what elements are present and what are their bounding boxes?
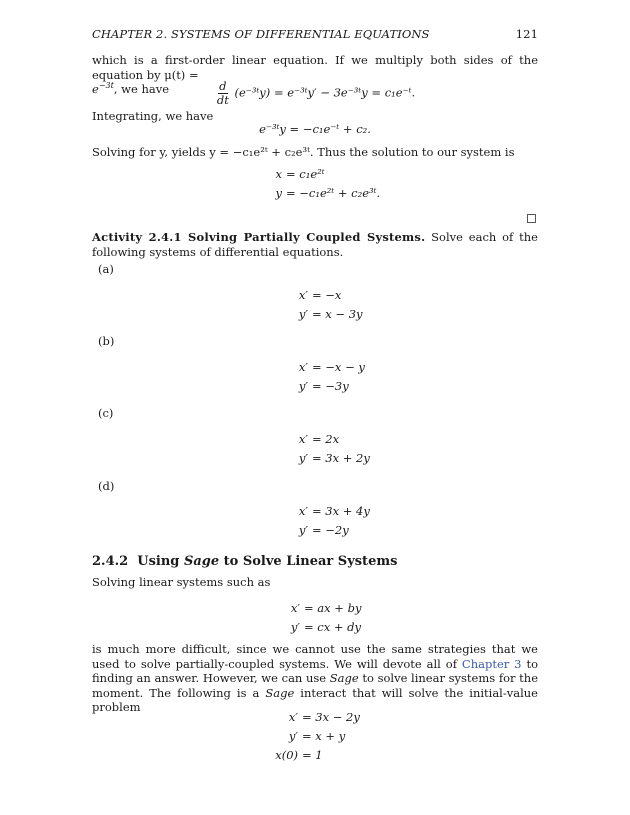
ivp-lhs-2: y′ xyxy=(288,728,298,743)
para-text-4: interact that will solve the initial-value problem xyxy=(92,685,538,714)
part-c-rhs-1: = 2x xyxy=(312,431,340,446)
part-c-label: (c) xyxy=(98,406,114,420)
part-a-rhs-1: = −x xyxy=(312,287,342,302)
activity-text: Solve each of the following systems of differential equations. xyxy=(92,230,538,259)
section-title-sage: Sage xyxy=(183,554,220,569)
initial-value-problem xyxy=(266,707,360,764)
activity-block xyxy=(92,230,538,259)
solution-lhs-x: x xyxy=(275,166,282,181)
general-linear-system xyxy=(278,598,361,636)
para-sage-1: Sage xyxy=(329,671,359,685)
solution-system xyxy=(260,164,380,202)
ivp-lhs-3: x(0) xyxy=(275,747,298,762)
activity-label: Activity 2.4.1 Solving Partially Coupled Systems. xyxy=(92,230,426,244)
ivp-lhs-1: x′ xyxy=(288,709,298,724)
para-text-1: is much more difficult, since we cannot use the same strategies that we used to solve partially-coupled systems. We will devote all of xyxy=(92,642,538,671)
running-header xyxy=(92,27,538,41)
section-title-pre: Using xyxy=(137,554,184,569)
intro-line-2-tail: , we have xyxy=(113,82,170,96)
part-d-label: (d) xyxy=(98,479,115,493)
part-b-system xyxy=(286,357,365,395)
ivp-rhs-1: = 3x − 2y xyxy=(302,709,360,724)
para-sage-2: Sage xyxy=(265,685,295,700)
general-lhs-2: y′ xyxy=(290,619,300,634)
part-a-lhs-2: y′ xyxy=(298,306,308,321)
frac-denominator: dt xyxy=(216,93,229,107)
part-b-label: (b) xyxy=(98,334,115,348)
part-b-rhs-2: = −3y xyxy=(312,378,349,393)
chapter-3-link[interactable]: Chapter 3 xyxy=(461,656,522,671)
page-number: 121 xyxy=(515,27,538,41)
intro-line-2-exponent: −3t xyxy=(98,81,114,90)
solving-text: Solving for y, yields y = −c₁e²ᵗ + c₂e³ᵗ. Thus the solution to our system is xyxy=(92,145,515,159)
para-text-2: to finding an answer. However, we can use xyxy=(92,656,538,685)
part-a-label: (a) xyxy=(98,262,114,276)
intro-line-1: which is a first-order linear equation. If we multiply both sides of the equation by μ(t) = xyxy=(92,53,538,82)
intro-line-2-base: e xyxy=(92,82,99,96)
body-paragraph xyxy=(92,642,538,715)
chapter-title: CHAPTER 2. SYSTEMS OF DIFFERENTIAL EQUATIONS xyxy=(92,27,430,41)
part-c-lhs-1: x′ xyxy=(298,431,308,446)
part-d-system xyxy=(286,501,370,539)
page xyxy=(92,0,538,815)
solution-rhs-y: = −c₁e²ᵗ + c₂e³ᵗ. xyxy=(286,185,381,200)
equation-derivative-rest: (e⁻³ᵗy) = e⁻³ᵗy′ − 3e⁻³ᵗy = c₁e⁻ᵗ. xyxy=(234,85,416,100)
part-a-rhs-2: = x − 3y xyxy=(312,306,363,321)
part-b-rhs-1: = −x − y xyxy=(312,359,365,374)
section-intro-text: Solving linear systems such as xyxy=(92,575,271,589)
ivp-rhs-3: = 1 xyxy=(302,747,323,762)
general-rhs-1: = ax + by xyxy=(304,600,362,615)
solution-rhs-x: = c₁e²ᵗ xyxy=(286,166,325,181)
section-number: 2.4.2 xyxy=(92,554,129,569)
part-a-system xyxy=(286,285,363,323)
general-lhs-1: x′ xyxy=(290,600,300,615)
ivp-rhs-2: = x + y xyxy=(302,728,346,743)
part-b-lhs-1: x′ xyxy=(298,359,308,374)
general-rhs-2: = cx + dy xyxy=(304,619,362,634)
frac-numerator: d xyxy=(219,79,227,93)
part-c-rhs-2: = 3x + 2y xyxy=(312,450,370,465)
equation-derivative xyxy=(92,80,538,107)
part-a-lhs-1: x′ xyxy=(298,287,308,302)
part-c-lhs-2: y′ xyxy=(298,450,308,465)
section-title-post: to Solve Linear Systems xyxy=(219,554,398,569)
part-d-lhs-1: x′ xyxy=(298,503,308,518)
part-d-rhs-1: = 3x + 4y xyxy=(312,503,370,518)
part-c-system xyxy=(286,429,370,467)
para-text-3: to solve linear systems for the moment. The following is a xyxy=(92,671,539,700)
integrating-text: Integrating, we have xyxy=(92,109,214,123)
solution-lhs-y: y xyxy=(275,185,282,200)
section-heading xyxy=(92,554,397,569)
part-b-lhs-2: y′ xyxy=(298,378,308,393)
end-of-proof-icon xyxy=(527,214,536,223)
part-d-rhs-2: = −2y xyxy=(312,522,349,537)
equation-integrated: e⁻³ᵗy = −c₁e⁻ᵗ + c₂. xyxy=(259,122,371,136)
part-d-lhs-2: y′ xyxy=(298,522,308,537)
